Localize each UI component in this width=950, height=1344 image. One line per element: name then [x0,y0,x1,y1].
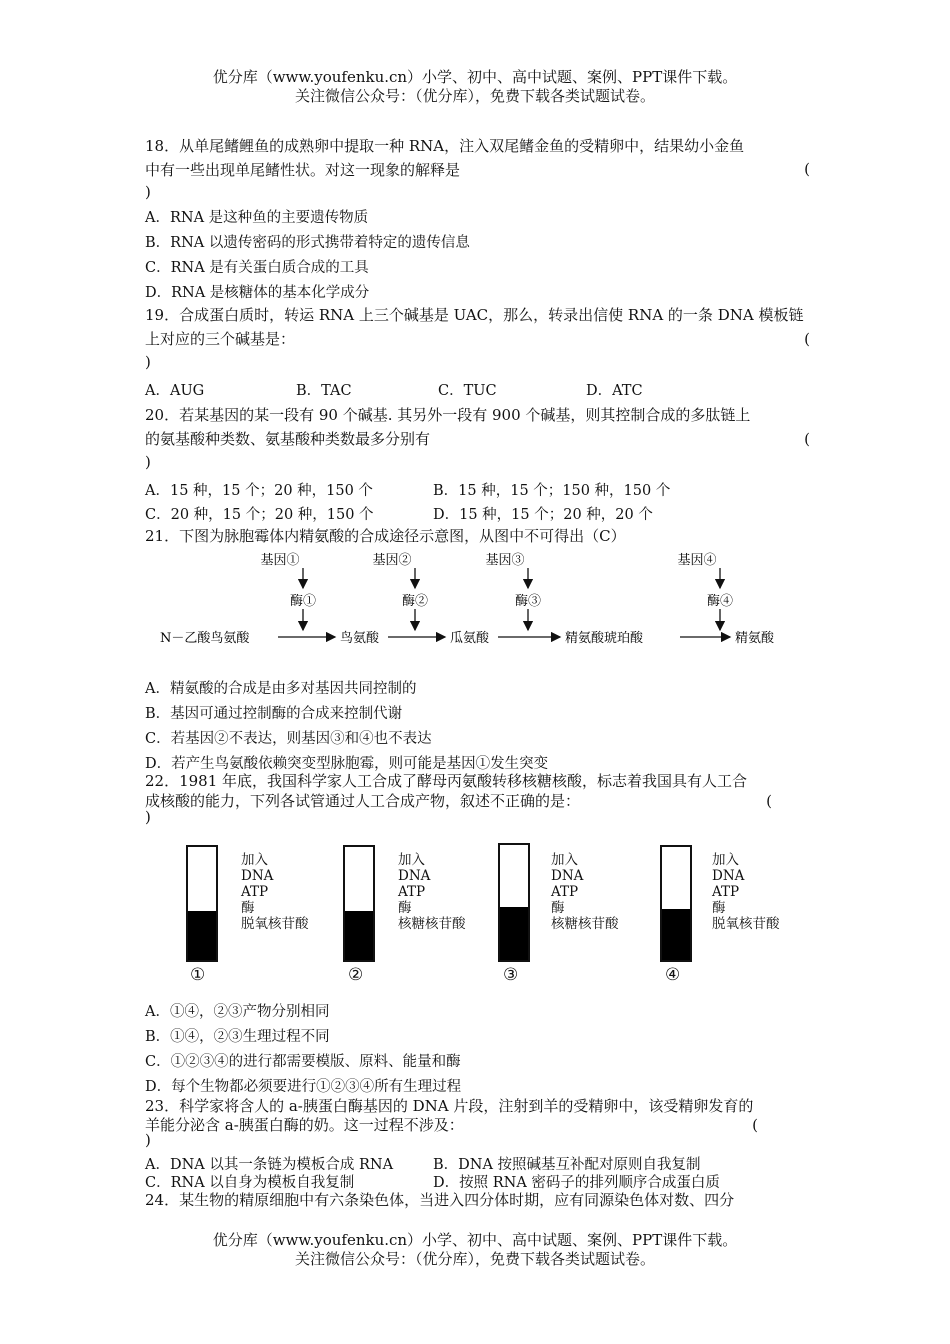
tube-4-line: ATP [712,884,740,900]
tube-1-line: 酶 [241,900,255,916]
q20-option-c: C．20 种，15 个；20 种，150 个 [145,507,374,523]
tube-3-line: 核糖核苷酸 [551,916,619,932]
q20-paren-close: ) [145,453,151,471]
q21-option-a: A．精氨酸的合成是由多对基因共同控制的 [145,681,417,697]
q20-option-d: D．15 种，15 个；20 种，20 个 [433,507,653,523]
compound-ornithine: 鸟氨酸 [340,631,380,646]
enzyme-2: 酶② [401,594,429,609]
q23-paren-close: ) [145,1131,151,1149]
tube-2-labels [398,852,466,932]
tube-4-fill [662,909,690,960]
test-tube-2 [343,845,375,962]
header-line-2: 关注微信公众号：（优分库），免费下载各类试题试卷。 [294,87,655,105]
q22-option-c: C．①②③④的进行都需要模版、原料、能量和酶 [145,1054,461,1070]
q19-option-b: B．TAC [296,383,352,399]
enzyme-3: 酶③ [514,594,542,609]
header-line-1: 优分库（www.youfenku.cn）小学、初中、高中试题、案例、PPT课件下载。 [212,68,738,86]
q19-paren-open: ( [804,330,810,348]
tube-4-labels [712,852,780,932]
tube-1-line: 脱氧核苷酸 [241,916,309,932]
q23-stem-1: 23．科学家将含人的 a-胰蛋白酶基因的 DNA 片段，注射到羊的受精卵中，该受精卵发育的 [145,1097,754,1115]
q20-paren-open: ( [804,430,810,448]
tube-2-line: 酶 [398,900,412,916]
q21-option-c: C．若基因②不表达，则基因③和④也不表达 [145,731,432,747]
q18-option-a: A．RNA 是这种鱼的主要遗传物质 [145,210,369,226]
q23-option-d: D．按照 RNA 密码子的排列顺序合成蛋白质 [433,1175,720,1191]
tube-1-line: DNA [241,868,274,884]
q23-option-b: B．DNA 按照碱基互补配对原则自我复制 [433,1157,701,1173]
q22-paren-open: ( [766,792,772,810]
tube-2-line: ATP [398,884,426,900]
footer-line-1: 优分库（www.youfenku.cn）小学、初中、高中试题、案例、PPT课件下载。 [212,1231,738,1249]
tube-3-labels [551,852,619,932]
q22-option-b: B．①④，②③生理过程不同 [145,1029,330,1045]
tube-1-labels [241,852,309,932]
compound-argininosuccinate: 精氨酸琥珀酸 [565,631,644,646]
tube-2-line: DNA [398,868,431,884]
tube-1-line: ATP [241,884,269,900]
tube-4-line: 酶 [712,900,726,916]
q21-option-d: D．若产生鸟氨酸依赖突变型脉胞霉，则可能是基因①发生突变 [145,756,549,772]
tube-3-number: ③ [503,965,519,985]
tube-3-fill [500,907,528,960]
arginine-pathway-diagram [160,548,800,658]
q20-option-b: B．15 种，15 个；150 种，150 个 [433,483,671,499]
q20-stem-1: 20．若某基因的某一段有 90 个碱基. 其另外一段有 900 个碱基，则其控制合成的多肽链上 [145,406,751,424]
q19-stem-1: 19．合成蛋白质时，转运 RNA 上三个碱基是 UAC，那么，转录出信使 RNA 的一条 DNA 模板链 [145,306,804,324]
q22-stem-2: 成核酸的能力，下列各试管通过人工合成产物，叙述不正确的是： [145,792,581,810]
tube-2-number: ② [348,965,364,985]
q21-stem: 21．下图为脉胞霉体内精氨酸的合成途径示意图，从图中不可得出（C） [145,527,626,545]
tube-2-line: 核糖核苷酸 [398,916,466,932]
tube-3-line: DNA [551,868,584,884]
q19-option-a: A．AUG [145,383,205,399]
tube-2-fill [345,911,373,960]
q22-option-a: A．①④，②③产物分别相同 [145,1004,330,1020]
compound-citrulline: 瓜氨酸 [450,631,490,646]
q23-paren-open: ( [752,1116,758,1134]
q19-paren-close: ) [145,353,151,371]
compound-arginine: 精氨酸 [735,631,775,646]
tube-3-line: ATP [551,884,579,900]
tube-3-line: 酶 [551,900,565,916]
tube-1-fill [188,911,216,960]
q18-stem-1: 18．从单尾鳍鲤鱼的成熟卵中提取一种 RNA，注入双尾鳍金鱼的受精卵中，结果幼小金鱼 [145,137,745,155]
tube-1-line: 加入 [241,852,268,868]
q19-option-d: D．ATC [586,383,643,399]
gene-3: 基因③ [485,553,525,568]
test-tube-4 [660,845,692,962]
compound-n-acetylornithine: N－乙酸鸟氨酸 [160,631,250,646]
test-tube-3 [498,843,530,962]
q20-option-a: A．15 种，15 个；20 种，150 个 [145,483,373,499]
q19-stem-2: 上对应的三个碱基是： [145,330,296,348]
q18-paren-open: ( [804,160,810,178]
tube-3-line: 加入 [551,852,578,868]
enzyme-4: 酶④ [706,594,734,609]
q22-option-d: D．每个生物都必须要进行①②③④所有生理过程 [145,1079,462,1095]
gene-4: 基因④ [677,553,717,568]
tube-1-number: ① [190,965,206,985]
footer-line-2: 关注微信公众号：（优分库），免费下载各类试题试卷。 [294,1250,655,1268]
q22-stem-1: 22．1981 年底，我国科学家人工合成了酵母丙氨酸转移核糖核酸，标志着我国具有人工合 [145,772,748,790]
tube-4-line: 加入 [712,852,739,868]
q18-option-b: B．RNA 以遗传密码的形式携带着特定的遗传信息 [145,235,470,251]
q22-paren-close: ) [145,808,151,826]
q23-option-c: C．RNA 以自身为模板自我复制 [145,1175,355,1191]
tube-4-number: ④ [665,965,681,985]
q24-stem-1: 24．某生物的精原细胞中有六条染色体，当进入四分体时期，应有同源染色体对数、四分 [145,1191,735,1209]
gene-1: 基因① [260,553,300,568]
tube-4-line: 脱氧核苷酸 [712,916,780,932]
q18-paren-close: ) [145,183,151,201]
q18-option-d: D．RNA 是核糖体的基本化学成分 [145,285,370,301]
q18-option-c: C．RNA 是有关蛋白质合成的工具 [145,260,369,276]
q21-option-b: B．基因可通过控制酶的合成来控制代谢 [145,706,403,722]
enzyme-1: 酶① [289,594,317,609]
tube-2-line: 加入 [398,852,425,868]
q20-stem-2: 的氨基酸种类数、氨基酸种类数最多分别有 [145,430,431,448]
q19-option-c: C．TUC [438,383,497,399]
q23-option-a: A．DNA 以其一条链为模板合成 RNA [145,1157,394,1173]
gene-2: 基因② [372,553,412,568]
test-tube-1 [186,845,218,962]
q18-stem-2: 中有一些出现单尾鳍性状。对这一现象的解释是 [145,161,461,179]
q23-stem-2: 羊能分泌含 a-胰蛋白酶的奶。这一过程不涉及： [145,1116,464,1134]
tube-4-line: DNA [712,868,745,884]
